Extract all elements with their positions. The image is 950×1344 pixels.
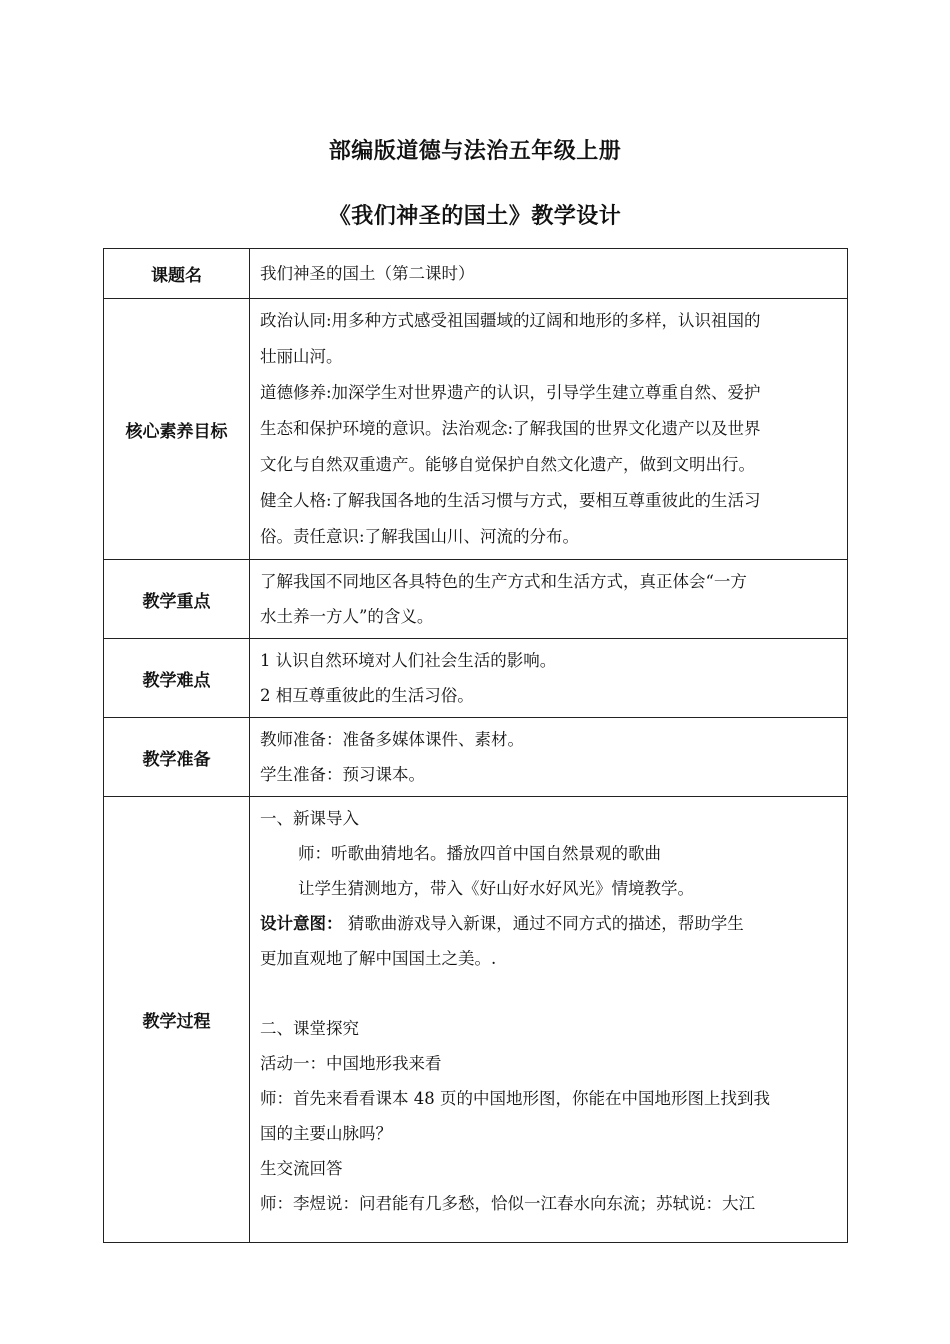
- goals-line: 文化与自然双重遗产。能够自觉保护自然文化遗产，做到文明出行。: [260, 455, 755, 474]
- value-goals: [250, 299, 848, 560]
- goals-line: 道德修养:加深学生对世界遗产的认识，引导学生建立尊重自然、爱护: [260, 383, 761, 402]
- label-preparation: 教学准备: [104, 718, 250, 797]
- blank-line: [260, 976, 839, 1011]
- label-difficulty: 教学难点: [104, 639, 250, 718]
- row-focus: [104, 560, 848, 639]
- label-process: 教学过程: [104, 797, 250, 1243]
- goals-line: 生态和保护环境的意识。法治观念:了解我国的世界文化遗产以及世界: [260, 419, 761, 438]
- process-line: 更加直观地了解中国国土之美。.: [260, 949, 497, 968]
- label-goals: 核心素养目标: [104, 299, 250, 560]
- design-intent: [260, 906, 839, 941]
- value-process: [250, 797, 848, 1243]
- goals-line: 政治认同:用多种方式感受祖国疆域的辽阔和地形的多样，认识祖国的: [260, 311, 761, 330]
- value-focus: [250, 560, 848, 639]
- intent-label: 设计意图：: [260, 914, 343, 933]
- topic-text: 我们神圣的国土（第二课时）: [260, 264, 475, 283]
- process-line: 国的主要山脉吗？: [260, 1124, 392, 1143]
- preparation-line: 教师准备：准备多媒体课件、素材。: [260, 730, 524, 749]
- row-preparation: [104, 718, 848, 797]
- difficulty-line: 2 相互尊重彼此的生活习俗。: [260, 686, 474, 705]
- document-title: 部编版道德与法治五年级上册: [328, 139, 622, 164]
- process-line: 让学生猜测地方，带入《好山好水好风光》情境教学。: [298, 879, 694, 898]
- row-difficulty: [104, 639, 848, 718]
- difficulty-line: 1 认识自然环境对人们社会生活的影响。: [260, 651, 557, 670]
- goals-line: 壮丽山河。: [260, 347, 343, 366]
- activity-title: 活动一：中国地形我来看: [260, 1054, 442, 1073]
- goals-line: 健全人格:了解我国各地的生活习惯与方式，要相互尊重彼此的生活习: [260, 491, 761, 510]
- value-preparation: [250, 718, 848, 797]
- focus-line: 水土养一方人”的含义。: [260, 607, 434, 626]
- row-goals: [104, 299, 848, 560]
- row-topic: [104, 249, 848, 299]
- section-heading: 二、课堂探究: [260, 1019, 359, 1038]
- section-heading: 一、新课导入: [260, 809, 359, 828]
- process-line: 师：听歌曲猜地名。播放四首中国自然景观的歌曲: [298, 844, 661, 863]
- document-subtitle: 《我们神圣的国土》教学设计: [328, 204, 622, 229]
- focus-line: 了解我国不同地区各具特色的生产方式和生活方式，真正体会“一方: [260, 572, 747, 591]
- preparation-line: 学生准备：预习课本。: [260, 765, 425, 784]
- value-topic: [250, 249, 848, 299]
- label-topic: 课题名: [104, 249, 250, 299]
- process-line: 师：李煜说：问君能有几多愁，恰似一江春水向东流；苏轼说：大江: [260, 1194, 755, 1213]
- lesson-plan-table: [103, 248, 848, 1243]
- label-focus: 教学重点: [104, 560, 250, 639]
- row-process: [104, 797, 848, 1243]
- goals-line: 俗。责任意识:了解我国山川、河流的分布。: [260, 527, 580, 546]
- process-line: 生交流回答: [260, 1159, 343, 1178]
- process-line: 师：首先来看看课本 48 页的中国地形图，你能在中国地形图上找到我: [260, 1089, 770, 1108]
- intent-text: 猜歌曲游戏导入新课，通过不同方式的描述，帮助学生: [342, 914, 744, 933]
- value-difficulty: [250, 639, 848, 718]
